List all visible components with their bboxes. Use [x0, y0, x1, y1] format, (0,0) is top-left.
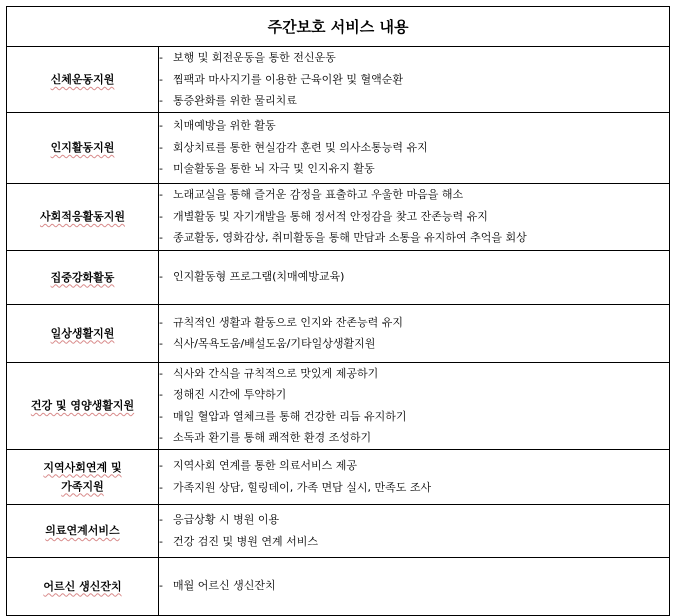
service-item-text: 치매예방을 위한 활동 — [173, 119, 276, 133]
description-cell — [159, 304, 670, 362]
dash-bullet: - — [159, 579, 163, 593]
list-item — [159, 184, 669, 206]
category-cell — [7, 183, 159, 250]
service-item-list — [159, 312, 669, 355]
service-item-list — [159, 266, 669, 288]
category-label-line: 가족지원 — [61, 479, 104, 493]
dash-bullet: - — [159, 431, 163, 444]
service-item-list — [159, 509, 669, 552]
category-cell — [7, 504, 159, 557]
service-item-text: 매일 혈압과 열체크를 통해 건강한 리듬 유지하기 — [173, 409, 407, 423]
list-item — [159, 509, 669, 531]
description-cell — [159, 449, 670, 504]
list-item — [159, 384, 669, 406]
dash-bullet: - — [159, 209, 163, 223]
service-item-text: 소독과 환기를 통해 쾌적한 환경 조성하기 — [173, 431, 372, 444]
service-item-text: 미술활동을 통한 뇌 자극 및 인지유지 활동 — [173, 162, 375, 176]
title-row — [7, 7, 670, 47]
list-item — [159, 227, 669, 249]
category-label: 건강 및 영양생활지원 — [30, 399, 135, 412]
category-cell — [7, 304, 159, 362]
service-item-text: 규칙적인 생활과 활동으로 인지와 잔존능력 유지 — [173, 315, 404, 329]
table-row — [7, 304, 670, 362]
category-label: 일상생활지원 — [50, 326, 115, 340]
category-cell — [7, 112, 159, 183]
category-label: 집중강화활동 — [50, 270, 115, 284]
list-item — [159, 406, 669, 428]
list-item — [159, 206, 669, 228]
dash-bullet: - — [159, 51, 163, 64]
category-label: 인지활동지원 — [50, 141, 115, 154]
dash-bullet: - — [159, 72, 163, 86]
list-item — [159, 575, 669, 597]
description-cell — [159, 557, 670, 615]
category-label: 어르신 생신잔치 — [43, 579, 122, 593]
category-label: 신체운동지원 — [50, 72, 115, 86]
service-item-list — [159, 47, 669, 112]
list-item — [159, 115, 669, 137]
service-item-list — [159, 115, 669, 180]
service-rows — [7, 47, 670, 616]
category-cell — [7, 557, 159, 615]
description-cell — [159, 362, 670, 449]
service-item-text: 통증완화를 위한 물리치료 — [173, 94, 297, 107]
table-row — [7, 362, 670, 449]
dash-bullet: - — [159, 188, 163, 202]
service-item-text: 식사와 간식을 규칙적으로 맛있게 제공하기 — [173, 366, 379, 380]
table-row — [7, 112, 670, 183]
list-item — [159, 477, 669, 499]
category-label-line: 지역사회연계 및 — [43, 460, 122, 474]
service-item-text: 찜팩과 마사지기를 이용한 근육이완 및 혈액순환 — [173, 72, 404, 86]
list-item — [159, 69, 669, 91]
service-document — [6, 6, 669, 610]
dash-bullet: - — [159, 94, 163, 107]
table-row — [7, 449, 670, 504]
service-item-list — [159, 184, 669, 249]
dash-bullet: - — [159, 119, 163, 133]
category-label: 사회적응활동지원 — [39, 210, 125, 223]
category-cell — [7, 250, 159, 304]
dash-bullet: - — [159, 459, 163, 472]
list-item — [159, 266, 669, 288]
list-item — [159, 363, 669, 385]
list-item — [159, 427, 669, 449]
service-item-list — [159, 363, 669, 449]
list-item — [159, 137, 669, 159]
table-row — [7, 504, 670, 557]
table-row — [7, 47, 670, 113]
service-item-text: 회상치료를 통한 현실감각 훈련 및 의사소통능력 유지 — [173, 140, 428, 154]
service-item-text: 응급상황 시 병원 이용 — [173, 513, 280, 526]
table-row — [7, 183, 670, 250]
category-cell — [7, 47, 159, 113]
dash-bullet: - — [159, 409, 163, 423]
list-item — [159, 158, 669, 180]
category-label: 의료연계서비스 — [45, 524, 120, 537]
service-item-text: 인지활동형 프로그램(치매예방교육) — [173, 270, 345, 284]
dash-bullet: - — [159, 388, 163, 401]
description-cell — [159, 112, 670, 183]
service-item-text: 건강 검진 및 병원 연계 서비스 — [173, 534, 318, 548]
dash-bullet: - — [159, 534, 163, 548]
service-item-text: 가족지원 상담, 힐링데이, 가족 면담 실시, 만족도 조사 — [173, 480, 432, 494]
service-item-text: 지역사회 연계를 통한 의료서비스 제공 — [173, 459, 358, 472]
list-item — [159, 455, 669, 477]
service-table — [6, 6, 670, 616]
dash-bullet: - — [159, 513, 163, 526]
dash-bullet: - — [159, 480, 163, 494]
table-row — [7, 557, 670, 615]
service-item-list — [159, 455, 669, 498]
dash-bullet: - — [159, 270, 163, 284]
category-cell — [7, 449, 159, 504]
dash-bullet: - — [159, 366, 163, 380]
description-cell — [159, 250, 670, 304]
list-item — [159, 312, 669, 334]
service-item-list — [159, 575, 669, 597]
list-item — [159, 333, 669, 355]
service-item-text: 보행 및 회전운동을 통한 전신운동 — [173, 51, 336, 64]
dash-bullet: - — [159, 231, 163, 245]
service-item-text: 노래교실을 통해 즐거운 감정을 표출하고 우울한 마음을 해소 — [173, 188, 464, 202]
category-cell — [7, 362, 159, 449]
description-cell — [159, 504, 670, 557]
dash-bullet: - — [159, 315, 163, 329]
list-item — [159, 47, 669, 69]
list-item — [159, 531, 669, 553]
table-title: 주간보호 서비스 내용 — [7, 7, 670, 47]
list-item — [159, 90, 669, 112]
description-cell — [159, 183, 670, 250]
table-row — [7, 250, 670, 304]
service-item-text: 매월 어르신 생신잔치 — [173, 579, 276, 593]
dash-bullet: - — [159, 337, 163, 350]
service-item-text: 개별활동 및 자기개발을 통해 정서적 안정감을 찾고 잔존능력 유지 — [173, 209, 488, 223]
service-item-text: 식사/목욕도움/배설도움/기타일상생활지원 — [173, 337, 376, 350]
dash-bullet: - — [159, 162, 163, 176]
service-item-text: 종교활동, 영화감상, 취미활동을 통해 만담과 소통을 유지하여 추억을 회상 — [173, 231, 527, 245]
dash-bullet: - — [159, 140, 163, 154]
service-item-text: 정해진 시간에 투약하기 — [173, 388, 287, 401]
description-cell — [159, 47, 670, 113]
